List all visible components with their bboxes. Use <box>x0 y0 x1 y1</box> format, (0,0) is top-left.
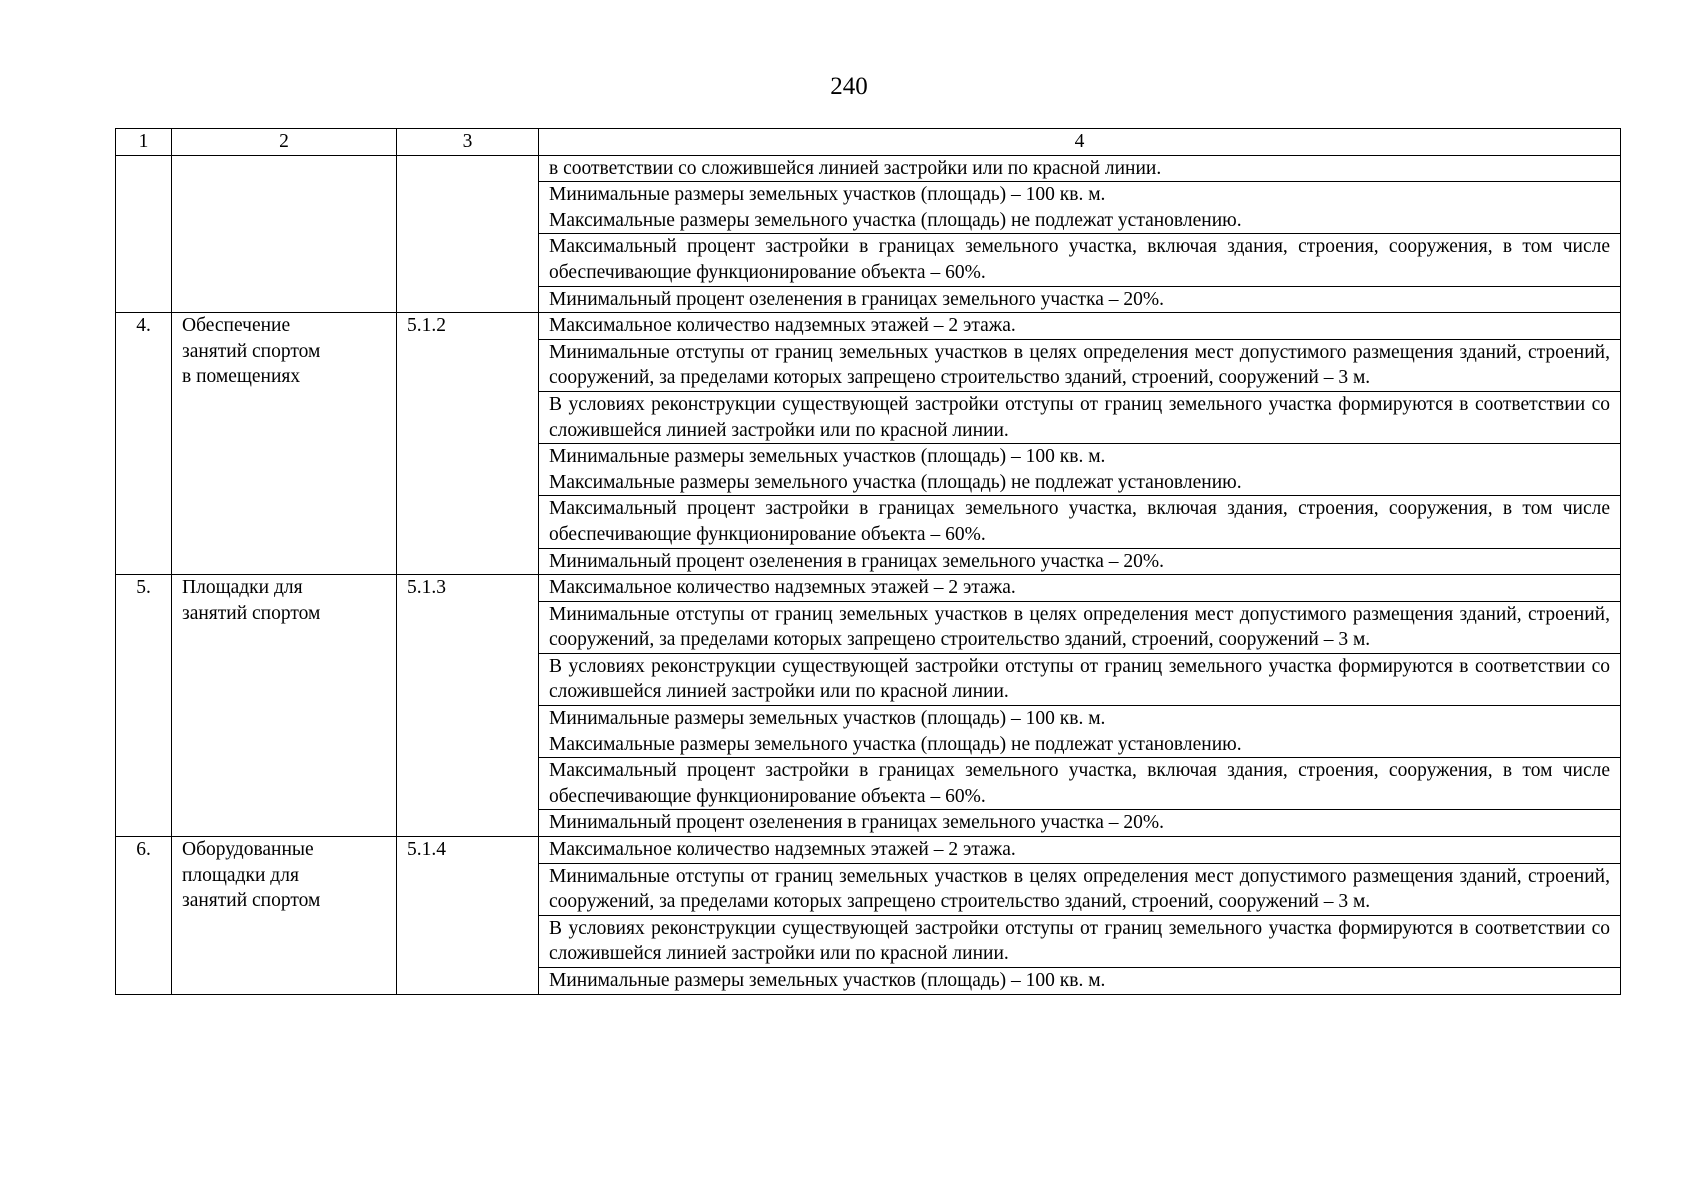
use-name-cell <box>172 155 397 313</box>
use-name-text: в помещениях <box>182 366 301 388</box>
column-header: 1 <box>116 129 172 156</box>
code-cell: 5.1.2 <box>397 313 539 575</box>
number-cell: 6. <box>116 837 172 995</box>
use-name-cell <box>172 837 397 995</box>
parameter-text: Минимальный процент озеленения в границах земельного участка – 20%. <box>549 288 1165 310</box>
table-row <box>116 837 1621 864</box>
column-header: 3 <box>397 129 539 156</box>
column-header: 4 <box>539 129 1621 156</box>
page-number: 240 <box>830 73 868 100</box>
use-name-text: занятий спортом <box>182 890 321 912</box>
parameter-cell <box>539 968 1621 995</box>
parameter-text: Минимальные отступы от границ земельных участков в целях определения мест допустимого размещения зданий, строений, сооружений, за пределами которых запрещено строительство зданий, строений, сооружений – 3 м. <box>549 341 1610 389</box>
parameter-cell <box>539 496 1621 548</box>
parameter-cell <box>539 234 1621 286</box>
column-header: 2 <box>172 129 397 156</box>
parameter-cell <box>539 601 1621 653</box>
parameter-text: Максимальные размеры земельного участка (площадь) не подлежат установлению. <box>549 471 1242 493</box>
number-cell: 5. <box>116 575 172 837</box>
regulations-table <box>115 128 1621 995</box>
number-cell: 4. <box>116 313 172 575</box>
parameter-cell <box>539 837 1621 864</box>
code-cell: 5.1.4 <box>397 837 539 995</box>
parameter-text: Максимальный процент застройки в границах земельного участка, включая здания, строения, сооружения, в том числе обеспечивающие функционирование объекта – 60%. <box>549 498 1610 545</box>
parameter-text: в соответствии со сложившейся линией застройки или по красной линии. <box>549 157 1162 179</box>
parameter-text: В условиях реконструкции существующей застройки отступы от границ земельного участка формируются в соответствии со сложившейся линией застройки или по красной линии. <box>549 393 1610 441</box>
parameter-text: В условиях реконструкции существующей застройки отступы от границ земельного участка формируются в соответствии со сложившейся линией застройки или по красной линии. <box>549 655 1610 703</box>
parameter-cell <box>539 444 1621 496</box>
parameter-cell <box>539 863 1621 915</box>
parameter-text: Минимальные размеры земельных участков (площадь) – 100 кв. м. <box>549 970 1106 991</box>
parameter-cell <box>539 706 1621 758</box>
parameter-cell <box>539 653 1621 705</box>
parameter-cell <box>539 391 1621 443</box>
use-name-text: площадки для <box>182 864 299 886</box>
use-name-cell <box>172 575 397 837</box>
parameter-cell <box>539 548 1621 575</box>
use-name-text: Обеспечение <box>182 315 291 337</box>
use-name-text: Оборудованные <box>182 839 314 861</box>
parameter-cell <box>539 758 1621 810</box>
code-cell: 5.1.3 <box>397 575 539 837</box>
parameter-cell <box>539 575 1621 602</box>
parameter-text: Максимальное количество надземных этажей – 2 этажа. <box>549 315 1016 337</box>
parameter-cell <box>539 286 1621 313</box>
table-row <box>116 313 1621 340</box>
parameter-cell <box>539 915 1621 967</box>
parameter-cell <box>539 155 1621 182</box>
parameter-cell <box>539 810 1621 837</box>
use-name-text: Площадки для <box>182 577 303 599</box>
table-row <box>116 575 1621 602</box>
parameter-text: Минимальный процент озеленения в границах земельного участка – 20%. <box>549 550 1165 572</box>
parameter-text: Максимальное количество надземных этажей – 2 этажа. <box>549 839 1016 861</box>
parameter-text: Максимальный процент застройки в границах земельного участка, включая здания, строения, сооружения, в том числе обеспечивающие функционирование объекта – 60%. <box>549 236 1610 283</box>
table-header-row <box>116 129 1621 156</box>
parameter-text: Максимальные размеры земельного участка (площадь) не подлежат установлению. <box>549 209 1242 231</box>
parameter-cell <box>539 313 1621 340</box>
parameter-cell <box>539 339 1621 391</box>
table-row <box>116 155 1621 182</box>
number-cell <box>116 155 172 313</box>
use-name-text: занятий спортом <box>182 340 321 362</box>
parameter-text: Минимальные размеры земельных участков (площадь) – 100 кв. м. <box>549 184 1106 206</box>
parameter-text: Минимальные отступы от границ земельных участков в целях определения мест допустимого размещения зданий, строений, сооружений, за пределами которых запрещено строительство зданий, строений, сооружений – 3 м. <box>549 603 1610 651</box>
parameter-text: Максимальный процент застройки в границах земельного участка, включая здания, строения, сооружения, в том числе обеспечивающие функционирование объекта – 60%. <box>549 760 1610 807</box>
parameter-text: Максимальные размеры земельного участка (площадь) не подлежат установлению. <box>549 733 1242 755</box>
parameter-text: Минимальные отступы от границ земельных участков в целях определения мест допустимого размещения зданий, строений, сооружений, за пределами которых запрещено строительство зданий, строений, сооружений – 3 м. <box>549 865 1610 913</box>
code-cell <box>397 155 539 313</box>
use-name-cell <box>172 313 397 575</box>
parameter-cell <box>539 182 1621 234</box>
parameter-text: Минимальные размеры земельных участков (площадь) – 100 кв. м. <box>549 446 1106 468</box>
parameter-text: В условиях реконструкции существующей застройки отступы от границ земельного участка формируются в соответствии со сложившейся линией застройки или по красной линии. <box>549 917 1610 965</box>
parameter-text: Минимальный процент озеленения в границах земельного участка – 20%. <box>549 812 1165 834</box>
use-name-text: занятий спортом <box>182 602 321 624</box>
parameter-text: Максимальное количество надземных этажей – 2 этажа. <box>549 577 1016 599</box>
parameter-text: Минимальные размеры земельных участков (площадь) – 100 кв. м. <box>549 708 1106 730</box>
